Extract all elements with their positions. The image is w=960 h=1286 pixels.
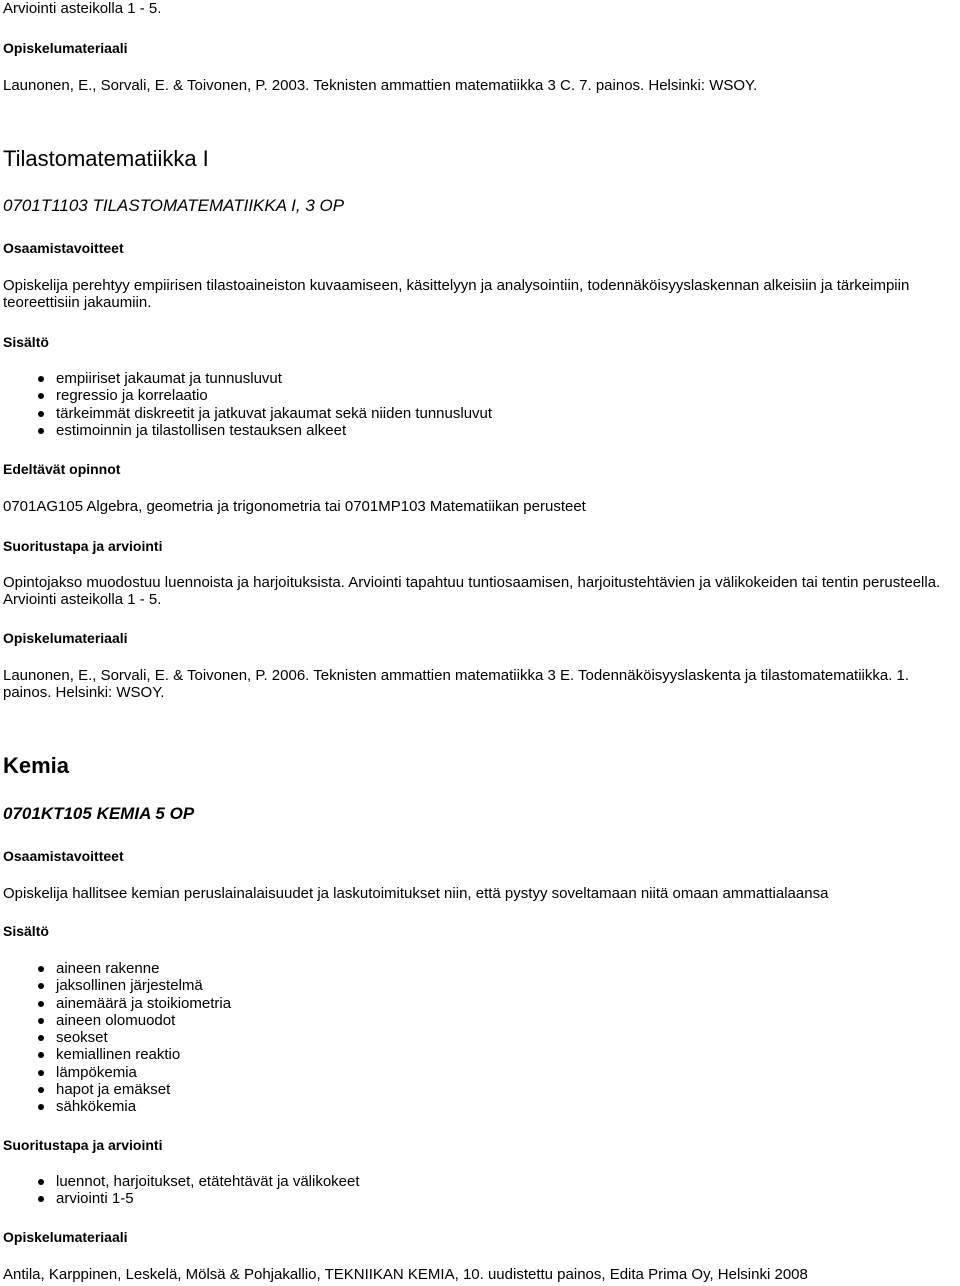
tavoitteet-text: Opiskelija hallitsee kemian peruslainalaisuudet ja laskutoimitukset niin, että pystyy soveltamaan niitä omaan ammattialaansa — [3, 885, 829, 902]
sisalto-heading: Sisältö — [3, 334, 49, 350]
materiaali-heading: Opiskelumateriaali — [3, 1229, 128, 1245]
list-item: jaksollinen järjestelmä — [0, 977, 231, 994]
list-item: tärkeimmät diskreetit ja jatkuvat jakaumat sekä niiden tunnusluvut — [0, 405, 492, 422]
suoritustapa-heading: Suoritustapa ja arviointi — [3, 1137, 163, 1153]
list-item: arviointi 1-5 — [0, 1190, 360, 1207]
suoritustapa-heading: Suoritustapa ja arviointi — [3, 538, 163, 554]
list-item: hapot ja emäkset — [0, 1081, 231, 1098]
list-item: estimoinnin ja tilastollisen testauksen alkeet — [0, 422, 492, 439]
tavoitteet-heading: Osaamistavoitteet — [3, 848, 124, 864]
list-item: kemiallinen reaktio — [0, 1046, 231, 1063]
materiaali-text: Antila, Karppinen, Leskelä, Mölsä & Pohjakallio, TEKNIIKAN KEMIA, 10. uudistettu painos, Edita Prima Oy, Helsinki 2008 — [3, 1266, 808, 1283]
list-item: luennot, harjoitukset, etätehtävät ja välikokeet — [0, 1173, 360, 1190]
suoritustapa-list — [0, 1173, 360, 1208]
edeltavat-text: 0701AG105 Algebra, geometria ja trigonometria tai 0701MP103 Matematiikan perusteet — [3, 498, 586, 515]
sisalto-list — [0, 960, 231, 1116]
sisalto-list — [0, 370, 492, 439]
list-item: lämpökemia — [0, 1064, 231, 1081]
course-code-kemia: 0701KT105 KEMIA 5 OP — [3, 804, 195, 823]
materiaali-text: Launonen, E., Sorvali, E. & Toivonen, P. 2006. Teknisten ammattien matematiikka 3 E. Todennäköisyyslaskenta ja tilastomatematiikka. 1. painos. Helsinki: WSOY. — [3, 667, 910, 701]
suoritustapa-text: Opintojakso muodostuu luennoista ja harjoituksista. Arviointi tapahtuu tuntiosaamisen, harjoitustehtävien ja välikokeiden tai tentin perusteella. Arviointi asteikolla 1 - 5. — [3, 574, 941, 608]
list-item: aineen rakenne — [0, 960, 231, 977]
edeltavat-heading: Edeltävät opinnot — [3, 461, 121, 477]
list-item: empiiriset jakaumat ja tunnusluvut — [0, 370, 492, 387]
arviointi-text: Arviointi asteikolla 1 - 5. — [3, 0, 162, 17]
materiaali-heading: Opiskelumateriaali — [3, 40, 128, 56]
list-item: aineen olomuodot — [0, 1012, 231, 1029]
course-title-kemia: Kemia — [3, 753, 70, 778]
tavoitteet-text: Opiskelija perehtyy empiirisen tilastoaineiston kuvaamiseen, käsittelyyn ja analysointiin, todennäköisyyslaskennan alkeisiin ja tärkeimpiin teoreettisiin jakaumiin. — [3, 277, 910, 311]
list-item: regressio ja korrelaatio — [0, 387, 492, 404]
list-item: sähkökemia — [0, 1098, 231, 1115]
list-item: seokset — [0, 1029, 231, 1046]
course-title-tilasto: Tilastomatematiikka I — [3, 146, 209, 171]
tavoitteet-heading: Osaamistavoitteet — [3, 240, 124, 256]
list-item: ainemäärä ja stoikiometria — [0, 995, 231, 1012]
course-code-tilasto: 0701T1103 TILASTOMATEMATIIKKA I, 3 OP — [3, 196, 345, 215]
sisalto-heading: Sisältö — [3, 923, 49, 939]
materiaali-heading: Opiskelumateriaali — [3, 630, 128, 646]
materiaali-text: Launonen, E., Sorvali, E. & Toivonen, P. 2003. Teknisten ammattien matematiikka 3 C. 7. painos. Helsinki: WSOY. — [3, 77, 758, 94]
